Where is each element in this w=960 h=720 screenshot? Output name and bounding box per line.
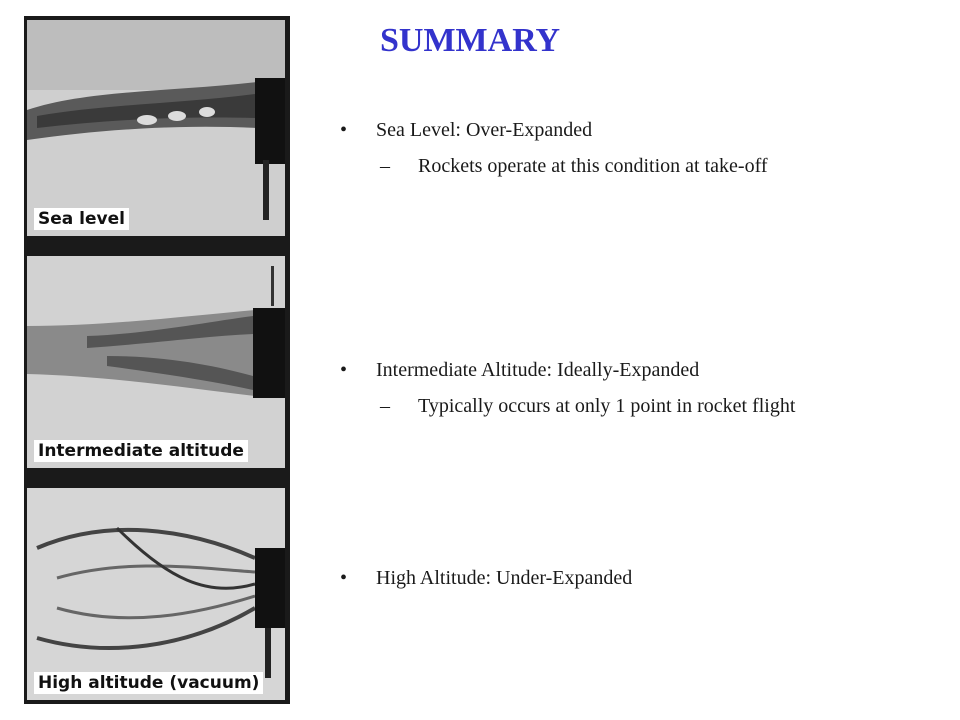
sub-bullet-sea-level-text: Rockets operate at this condition at take-off [418,155,768,177]
high-altitude-caption: High altitude (vacuum) [34,672,263,694]
sub-bullet-marker: – [380,395,390,417]
bullet-group-sea-level [340,117,940,179]
intermediate-altitude-caption: Intermediate altitude [34,440,248,462]
bullet-high-altitude-text: High Altitude: Under-Expanded [376,567,633,589]
bullet-high-altitude [340,565,940,591]
sea-level-exhaust-image [27,20,285,236]
bullet-group-high-altitude [340,565,940,591]
sea-level-caption: Sea level [34,208,129,230]
bullet-sea-level-text: Sea Level: Over-Expanded [376,119,593,141]
sea-level-photo [27,20,285,236]
bullet-marker: • [340,359,348,381]
bullet-intermediate [340,357,940,383]
bullet-group-intermediate [340,357,940,419]
nozzle-photo-strip [24,16,290,704]
high-altitude-exhaust-image [27,488,285,700]
sub-bullet-sea-level [340,153,940,179]
sub-bullet-intermediate [340,393,940,419]
bullet-marker: • [340,119,348,141]
bullet-intermediate-text: Intermediate Altitude: Ideally-Expanded [376,359,700,381]
bullet-sea-level [340,117,940,143]
bullet-marker: • [340,567,348,589]
sub-bullet-intermediate-text: Typically occurs at only 1 point in rocket flight [418,395,796,417]
intermediate-altitude-exhaust-image [27,256,285,468]
sub-bullet-marker: – [380,155,390,177]
high-altitude-photo [27,488,285,700]
slide-title: SUMMARY [380,22,561,59]
intermediate-altitude-photo [27,256,285,468]
